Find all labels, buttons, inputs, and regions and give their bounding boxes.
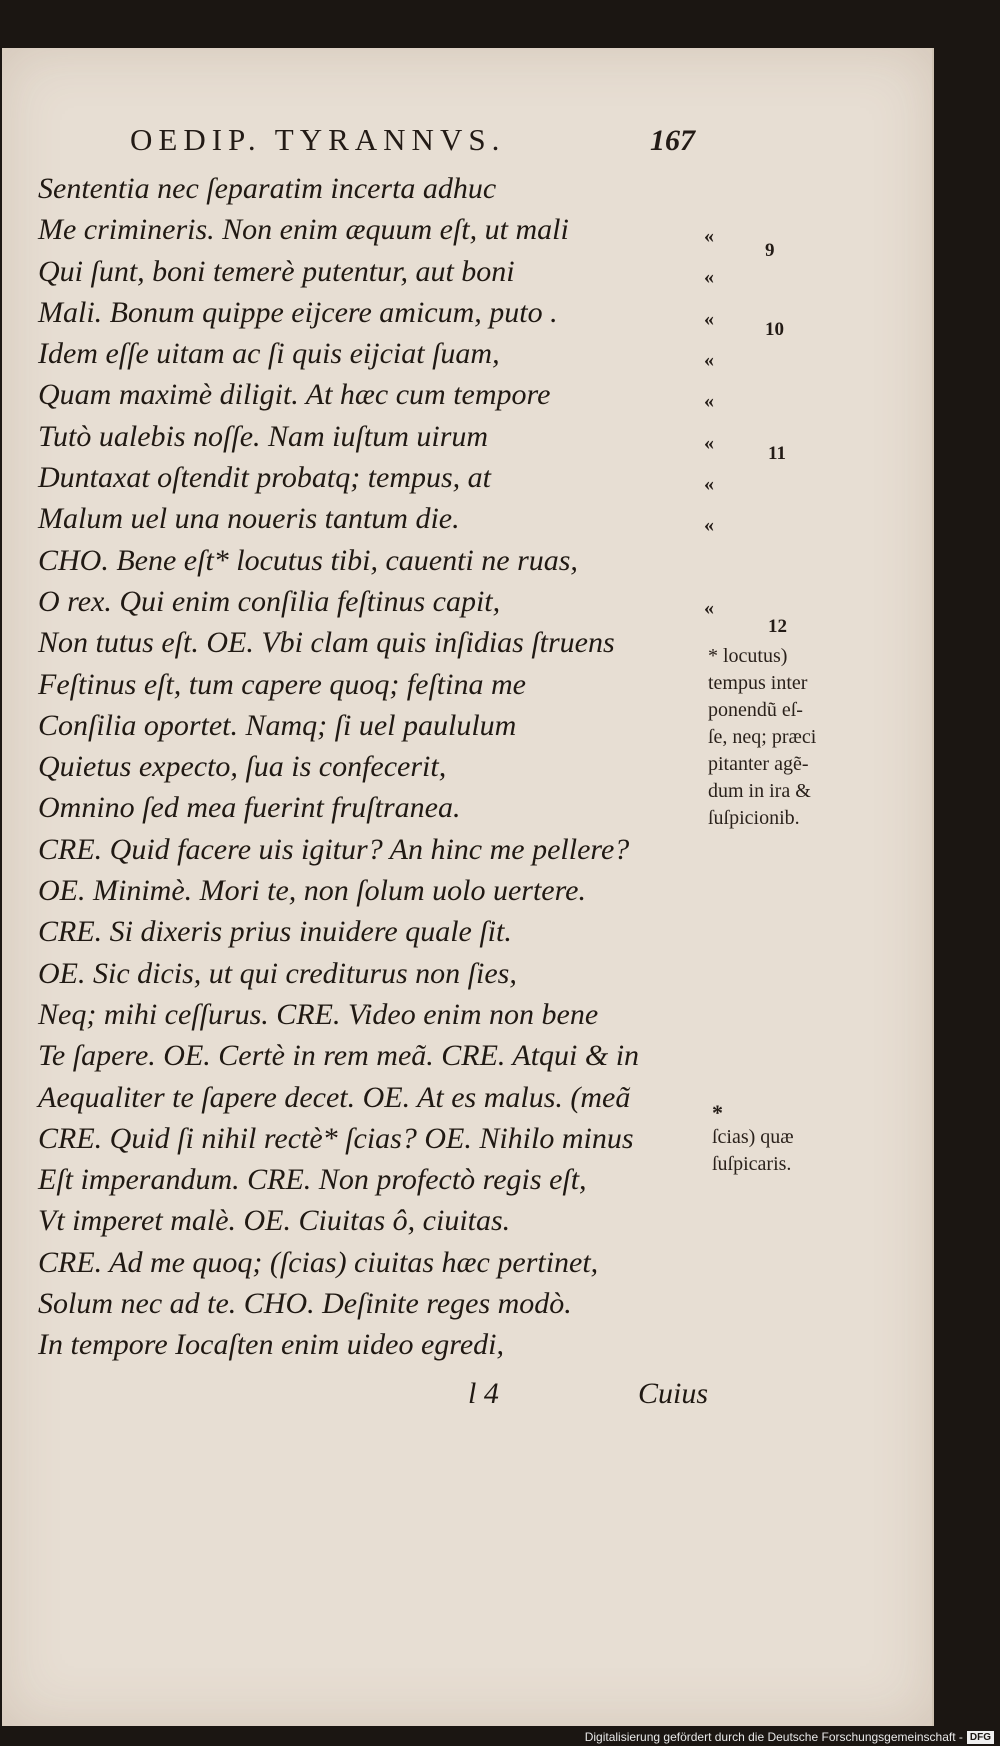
page-footer	[0, 1377, 930, 1417]
text-line: CRE. Quid facere uis igitur? An hinc me pellere?	[38, 832, 630, 866]
quote-mark: «	[704, 266, 714, 288]
marginal-gloss-scias	[712, 1124, 882, 1178]
gloss-line: tempus inter	[708, 672, 808, 694]
digitization-credit	[585, 1730, 994, 1744]
text-line: CHO. Bene eſt* locutus tibi, cauenti ne ruas,	[38, 543, 578, 577]
catchword: Cuius	[638, 1377, 709, 1410]
text-line: CRE. Si dixeris prius inuidere quale ſit.	[38, 915, 512, 949]
gloss-line: ſcias) quæ	[712, 1126, 794, 1148]
text-line: Idem eſſe uitam ac ſi quis eijciat ſuam,	[38, 337, 500, 371]
text-line: Conſilia oportet. Namq; ſi uel paululum	[38, 708, 517, 742]
gloss-asterisk: *	[712, 1100, 723, 1125]
text-line: Vt imperet malè. OE. Ciuitas ô, ciuitas.	[38, 1204, 511, 1238]
signature-mark: l 4	[468, 1377, 499, 1410]
gloss-line: ſuſpicionib.	[708, 807, 800, 829]
text-line: Neq; mihi ceſſurus. CRE. Video enim non bene	[38, 997, 599, 1031]
quote-mark: «	[704, 514, 714, 536]
text-line: Me crimineris. Non enim æquum eſt, ut mali	[38, 213, 569, 247]
text-block	[38, 168, 718, 1366]
line-number: 9	[765, 240, 775, 261]
text-line: In tempore Iocaſten enim uideo egredi,	[38, 1328, 504, 1362]
gloss-line: * locutus)	[708, 645, 788, 667]
quote-mark: «	[704, 597, 714, 619]
text-line: Aequaliter te ſapere decet. OE. At es malus. (meã	[38, 1080, 631, 1114]
quote-mark: «	[704, 432, 714, 454]
quote-mark: «	[704, 473, 714, 495]
quote-mark: «	[704, 390, 714, 412]
quote-mark: «	[704, 349, 714, 371]
text-line: Non tutus eſt. OE. Vbi clam quis inſidias ſtruens	[38, 626, 615, 660]
folio-number: 167	[650, 124, 695, 157]
page-header	[130, 122, 730, 162]
credit-text: Digitalisierung gefördert durch die Deutsche Forschungsgemeinschaft -	[584, 1730, 963, 1744]
text-line: CRE. Quid ſi nihil rectè* ſcias? OE. Nihilo minus	[38, 1121, 634, 1155]
gloss-line: pitanter agẽ-	[708, 753, 809, 775]
text-line: Omnino ſed mea fuerint fruſtranea.	[38, 791, 461, 825]
text-line: Solum nec ad te. CHO. Deſinite reges modò.	[38, 1287, 572, 1321]
marginal-gloss-locutus	[708, 643, 878, 832]
gloss-line: ſe, neq; præci	[708, 726, 817, 748]
text-line: Sententia nec ſeparatim incerta adhuc	[38, 172, 497, 205]
text-line: Malum uel una noueris tantum die.	[38, 502, 460, 536]
gloss-line: ponendũ eſ-	[708, 699, 803, 721]
text-line: Quam maximè diligit. At hæc cum tempore	[38, 378, 551, 412]
text-line: Quietus expecto, ſua is confecerit,	[38, 750, 447, 784]
text-line: Mali. Bonum quippe eijcere amicum, puto .	[38, 295, 558, 329]
text-line: O rex. Qui enim conſilia feſtinus capit,	[38, 584, 501, 618]
line-number: 12	[768, 616, 787, 637]
text-line: Feſtinus eſt, tum capere quoq; feſtina me	[38, 667, 526, 701]
text-line: Duntaxat oſtendit probatq; tempus, at	[38, 461, 492, 495]
running-head: OEDIP. TYRANNVS.	[130, 122, 506, 157]
text-line: CRE. Ad me quoq; (ſcias) ciuitas hæc pertinet,	[38, 1245, 599, 1279]
text-line: Te ſapere. OE. Certè in rem meã. CRE. Atqui & in	[38, 1039, 640, 1073]
line-number: 11	[768, 443, 786, 464]
gloss-line: dum in ira &	[708, 780, 811, 802]
text-line: Eſt imperandum. CRE. Non profectò regis eſt,	[38, 1163, 587, 1197]
line-number: 10	[765, 319, 784, 340]
quote-mark: «	[704, 225, 714, 247]
dfg-logo: DFG	[967, 1731, 994, 1744]
quote-mark: «	[704, 308, 714, 330]
text-line: OE. Minimè. Mori te, non ſolum uolo uertere.	[38, 874, 586, 908]
text-line: Qui ſunt, boni temerè putentur, aut boni	[38, 254, 515, 288]
text-line: Tutò ualebis noſſe. Nam iuſtum uirum	[38, 419, 489, 453]
gloss-line: ſuſpicaris.	[712, 1153, 792, 1175]
text-line: OE. Sic dicis, ut qui crediturus non ſies,	[38, 956, 517, 990]
